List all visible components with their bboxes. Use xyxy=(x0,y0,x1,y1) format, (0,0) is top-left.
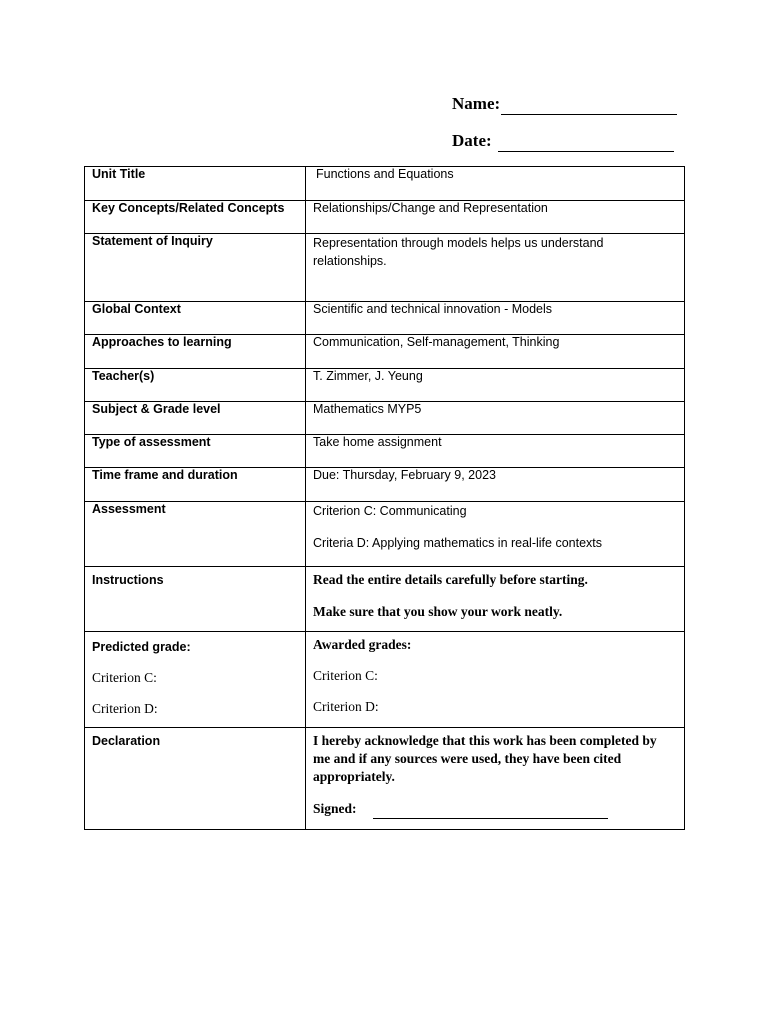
row-subject xyxy=(85,402,685,435)
row-approaches xyxy=(85,335,685,369)
approaches-label: Approaches to learning xyxy=(85,335,306,369)
assessment-cover-table xyxy=(84,166,685,830)
criterion-d-text: Criteria D: Applying mathematics in real-life contexts xyxy=(313,536,603,550)
time-frame-value: Due: Thursday, February 9, 2023 xyxy=(306,468,685,502)
row-statement-of-inquiry xyxy=(85,234,685,302)
instruction-line-2: Make sure that you show your work neatly. xyxy=(313,604,563,619)
declaration-text: I hereby acknowledge that this work has been completed by me and if any sources were used, they have been cited appropriately. xyxy=(313,733,657,784)
subject-value: Mathematics MYP5 xyxy=(306,402,685,435)
instructions-value xyxy=(306,567,685,632)
name-blank-line[interactable] xyxy=(501,94,677,115)
predicted-criterion-c[interactable]: Criterion C: xyxy=(92,670,157,685)
row-key-concepts xyxy=(85,201,685,234)
awarded-criterion-d[interactable]: Criterion D: xyxy=(313,699,379,714)
declaration-label: Declaration xyxy=(85,728,306,830)
row-instructions xyxy=(85,567,685,632)
row-global-context xyxy=(85,302,685,335)
key-concepts-value: Relationships/Change and Representation xyxy=(306,201,685,234)
predicted-grade-cell xyxy=(85,632,306,728)
row-grades xyxy=(85,632,685,728)
signature-line[interactable] xyxy=(373,800,608,819)
global-context-label: Global Context xyxy=(85,302,306,335)
teachers-label: Teacher(s) xyxy=(85,369,306,402)
key-concepts-label: Key Concepts/Related Concepts xyxy=(85,201,306,234)
row-teachers xyxy=(85,369,685,402)
awarded-grades-cell xyxy=(306,632,685,728)
signature-row xyxy=(313,800,677,819)
teachers-value: T. Zimmer, J. Yeung xyxy=(306,369,685,402)
name-field xyxy=(452,94,677,115)
assessment-value xyxy=(306,502,685,567)
predicted-criterion-d[interactable]: Criterion D: xyxy=(92,701,158,716)
date-label: Date: xyxy=(452,131,492,150)
declaration-value xyxy=(306,728,685,830)
date-blank-line[interactable] xyxy=(498,131,674,152)
date-field xyxy=(452,131,674,152)
row-declaration xyxy=(85,728,685,830)
predicted-grade-label: Predicted grade: xyxy=(92,640,191,654)
subject-label: Subject & Grade level xyxy=(85,402,306,435)
assessment-type-value: Take home assignment xyxy=(306,435,685,468)
statement-label: Statement of Inquiry xyxy=(85,234,306,302)
approaches-value: Communication, Self-management, Thinking xyxy=(306,335,685,369)
row-assessment xyxy=(85,502,685,567)
statement-text: Representation through models helps us understand relationships. xyxy=(313,236,604,268)
awarded-grades-label: Awarded grades: xyxy=(313,637,412,652)
global-context-value: Scientific and technical innovation - Models xyxy=(306,302,685,335)
unit-title-value: Functions and Equations xyxy=(306,167,685,201)
instructions-label: Instructions xyxy=(85,567,306,632)
time-frame-label: Time frame and duration xyxy=(85,468,306,502)
awarded-criterion-c[interactable]: Criterion C: xyxy=(313,668,378,683)
criterion-c-text: Criterion C: Communicating xyxy=(313,504,467,518)
assessment-label: Assessment xyxy=(85,502,306,567)
assessment-type-label: Type of assessment xyxy=(85,435,306,468)
row-time-frame xyxy=(85,468,685,502)
instruction-line-1: Read the entire details carefully before starting. xyxy=(313,572,588,587)
row-unit-title xyxy=(85,167,685,201)
row-assessment-type xyxy=(85,435,685,468)
name-label: Name: xyxy=(452,94,501,113)
statement-value xyxy=(306,234,685,302)
unit-title-label: Unit Title xyxy=(85,167,306,201)
signed-label: Signed: xyxy=(313,801,357,816)
